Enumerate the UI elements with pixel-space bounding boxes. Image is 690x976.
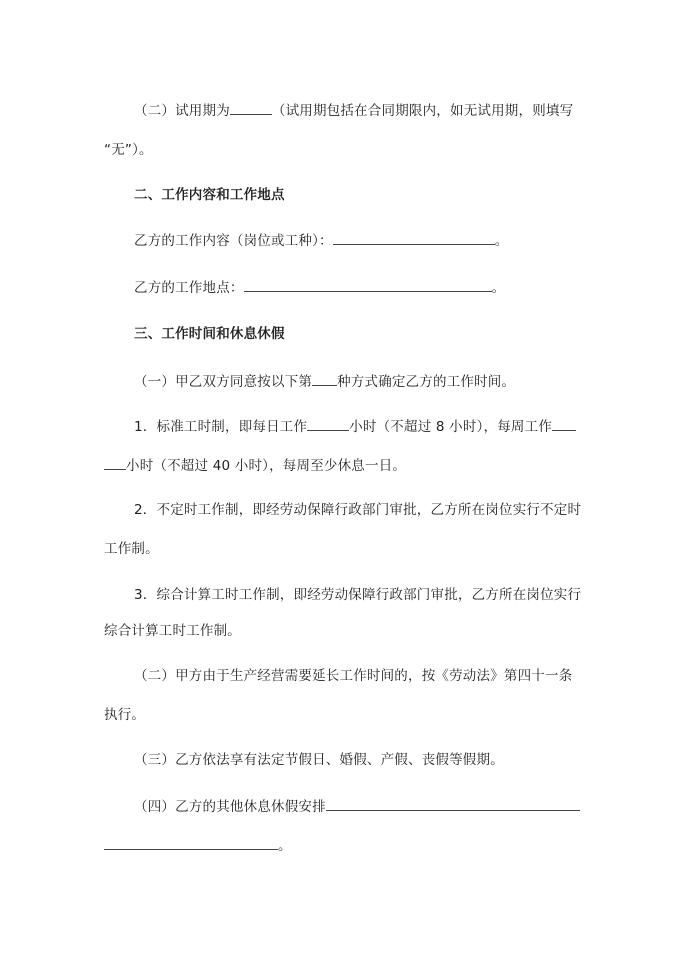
period: 。 bbox=[491, 280, 506, 296]
flexible-hours-line-2: 工作制。 bbox=[104, 541, 159, 557]
other-leave-line-1 bbox=[134, 797, 580, 816]
standard-hours-text-a: 1．标准工时制，即每日工作 bbox=[134, 419, 308, 435]
standard-hours-text-c: 小时（不超过 40 小时），每周至少休息一日。 bbox=[126, 458, 407, 474]
work-time-text-a: （一）甲乙双方同意按以下第 bbox=[134, 374, 313, 390]
work-time-text-b: 种方式确定乙方的工作时间。 bbox=[337, 374, 516, 390]
work-time-option-blank[interactable] bbox=[312, 372, 337, 386]
weekly-hours-blank-part2[interactable] bbox=[104, 456, 126, 470]
section-heading-2: 二、工作内容和工作地点 bbox=[134, 187, 285, 203]
job-content-label: 乙方的工作内容（岗位或工种）： bbox=[134, 233, 333, 249]
job-location-blank[interactable] bbox=[244, 278, 492, 292]
probation-text-b: （试用期包括在合同期限内，如无试用期，则填写 bbox=[271, 103, 574, 119]
flexible-hours-line-1: 2．不定时工作制，即经劳动保障行政部门审批，乙方所在岗位实行不定时 bbox=[134, 502, 582, 518]
other-leave-line-2 bbox=[104, 836, 292, 855]
other-leave-label: （四）乙方的其他休息休假安排 bbox=[134, 799, 326, 815]
other-leave-blank-part1[interactable] bbox=[326, 797, 580, 811]
overtime-line-1: （二）甲方由于生产经营需要延长工作时间的，按《劳动法》第四十一条 bbox=[134, 668, 573, 684]
overtime-line-2: 执行。 bbox=[104, 707, 146, 723]
job-location-label: 乙方的工作地点： bbox=[134, 280, 244, 296]
standard-hours-line-1 bbox=[134, 417, 576, 436]
daily-hours-blank[interactable] bbox=[307, 417, 349, 431]
probation-blank[interactable] bbox=[230, 101, 272, 115]
probation-line-2: “无”）。 bbox=[104, 142, 153, 158]
job-location-line bbox=[134, 278, 505, 297]
holidays-line: （三）乙方依法享有法定节假日、婚假、产假、丧假等假期。 bbox=[134, 752, 504, 768]
work-time-option-line bbox=[134, 372, 515, 391]
probation-text-a: （二）试用期为 bbox=[134, 103, 230, 119]
other-leave-blank-part2[interactable] bbox=[104, 836, 278, 850]
weekly-hours-blank-part1[interactable] bbox=[552, 417, 576, 431]
period: 。 bbox=[494, 233, 509, 249]
job-content-blank[interactable] bbox=[333, 231, 495, 245]
standard-hours-line-2 bbox=[104, 456, 406, 475]
section-heading-3: 三、工作时间和休息休假 bbox=[134, 326, 285, 342]
job-content-line bbox=[134, 231, 508, 250]
comprehensive-hours-line-2: 综合计算工时工作制。 bbox=[104, 623, 241, 639]
standard-hours-text-b: 小时（不超过 8 小时），每周工作 bbox=[349, 419, 553, 435]
comprehensive-hours-line-1: 3．综合计算工时工作制，即经劳动保障行政部门审批，乙方所在岗位实行 bbox=[134, 587, 582, 603]
period: 。 bbox=[278, 838, 292, 854]
probation-line-1 bbox=[134, 101, 573, 120]
